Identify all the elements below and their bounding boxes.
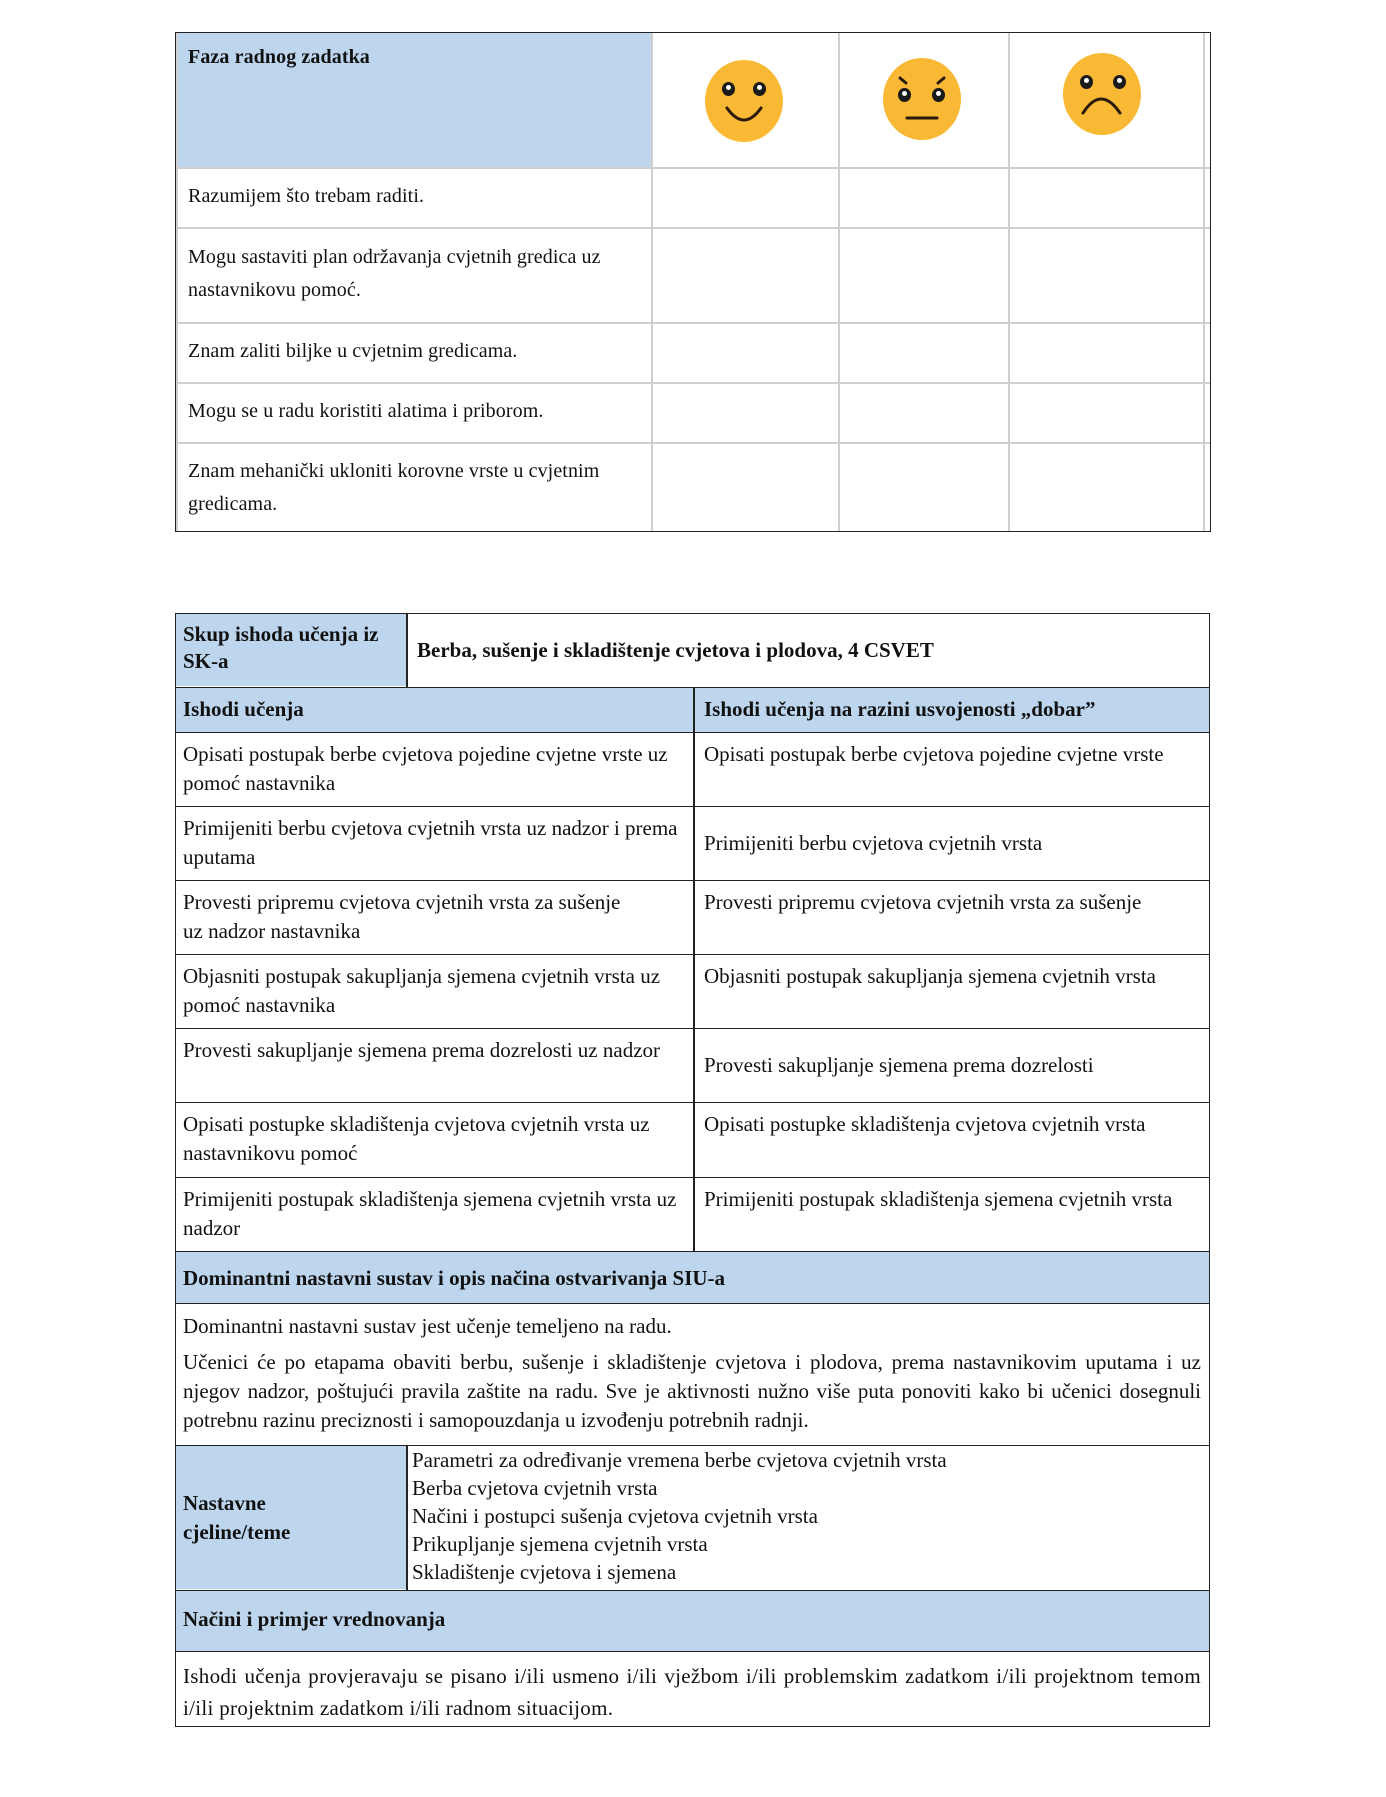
outcome-row <box>176 1029 1209 1103</box>
divider <box>693 955 695 1028</box>
divider <box>693 733 695 806</box>
neutral-face-icon <box>883 58 961 140</box>
dominant-text-row <box>176 1304 1209 1446</box>
topics-label: Nastavne cjeline/teme <box>183 1491 291 1544</box>
outcome-row <box>176 955 1209 1029</box>
grid-line <box>1203 33 1205 531</box>
phase-header-label: Faza radnog zadatka <box>188 46 370 68</box>
outcome-left: Primijeniti berbu cvjetova cvjetnih vrsta uz nadzor i prema uputama <box>183 816 678 869</box>
grid-line <box>176 167 1210 169</box>
evaluation-text: Ishodi učenja provjeravaju se pisano i/ili usmeno i/ili vježbom i/ili problemskim zadatkom i/ili projektnom temom i/ili projektnim zadatkom i/ili radnom situacijom. <box>183 1664 1201 1720</box>
siu-set-value: Berba, sušenje i skladištenje cvjetova i plodova, 4 CSVET <box>417 638 934 662</box>
assessment-row: Znam zaliti biljke u cvjetnim gredicama. <box>188 340 518 362</box>
answer-cell[interactable] <box>841 170 1008 226</box>
outcome-row <box>176 1178 1209 1252</box>
happy-face-icon <box>705 60 783 142</box>
assessment-row: Mogu sastaviti plan održavanja cvjetnih gredica uz nastavnikovu pomoć. <box>188 246 601 301</box>
grid-line <box>176 227 1210 229</box>
grid-line <box>176 322 1210 324</box>
grid-line <box>651 33 653 531</box>
dominant-header-row <box>176 1252 1209 1304</box>
dominant-p2: Učenici će po etapama obaviti berbu, sušenje i skladištenje cvjetova i plodova, prema nastavnikovim uputama i uz njegov nadzor, poštujući pravila zaštite na radu. Sve je aktivnosti nužno više puta ponoviti kako bi učenici dosegnuli potrebnu razinu preciznosti i samopouzdanja u izvođenju potrebnih radnji. <box>183 1350 1201 1432</box>
assessment-row: Mogu se u radu koristiti alatima i priborom. <box>188 400 544 422</box>
outcome-left: Primijeniti postupak skladištenja sjemena cvjetnih vrsta uz nadzor <box>183 1187 677 1240</box>
outcome-right: Opisati postupak berbe cvjetova pojedine cvjetne vrste <box>704 742 1164 766</box>
sad-mouth <box>1063 53 1141 135</box>
evaluation-header-row <box>176 1591 1209 1652</box>
outcome-right: Primijeniti postupak skladištenja sjemena cvjetnih vrsta <box>704 1187 1173 1211</box>
topic-item: Načini i postupci sušenja cvjetova cvjetnih vrsta <box>412 1504 818 1528</box>
divider <box>406 1446 408 1590</box>
outcome-right: Primijeniti berbu cvjetova cvjetnih vrsta <box>704 831 1043 855</box>
divider <box>693 1178 695 1251</box>
outcome-right: Opisati postupke skladištenja cvjetova cvjetnih vrsta <box>704 1112 1146 1136</box>
outcomes-left-header: Ishodi učenja <box>183 697 304 721</box>
outcome-row <box>176 1103 1209 1178</box>
topics-row <box>176 1446 1209 1591</box>
outcomes-header-row <box>176 688 1209 733</box>
outcome-right: Provesti sakupljanje sjemena prema dozrelosti <box>704 1053 1094 1077</box>
smile-mouth <box>705 60 783 142</box>
outcome-left: Provesti sakupljanje sjemena prema dozrelosti uz nadzor <box>183 1038 661 1062</box>
divider <box>693 1029 695 1102</box>
topic-item: Parametri za određivanje vremena berbe cvjetova cvjetnih vrsta <box>412 1448 947 1472</box>
siu-set-row <box>176 614 1209 688</box>
self-assessment-table <box>175 32 1211 532</box>
assessment-row: Razumijem što trebam raditi. <box>188 185 425 207</box>
assessment-row: Znam mehanički ukloniti korovne vrste u cvjetnim gredicama. <box>188 460 600 515</box>
divider <box>693 807 695 880</box>
divider <box>693 881 695 954</box>
outcome-left: Opisati postupak berbe cvjetova pojedine cvjetne vrste uz pomoć nastavnika <box>183 742 668 795</box>
divider <box>693 688 695 732</box>
outcome-row <box>176 881 1209 955</box>
topic-item: Berba cvjetova cvjetnih vrsta <box>412 1476 658 1500</box>
grid-line <box>176 382 1210 384</box>
grid-line <box>176 33 178 531</box>
grid-line <box>1008 33 1010 531</box>
answer-cell[interactable] <box>654 170 838 226</box>
neutral-mouth <box>883 58 961 140</box>
outcome-left: Opisati postupke skladištenja cvjetova cvjetnih vrsta uz nastavnikovu pomoć <box>183 1112 650 1165</box>
topic-item: Skladištenje cvjetova i sjemena <box>412 1560 677 1584</box>
evaluation-text-row <box>176 1652 1209 1726</box>
grid-line <box>838 33 840 531</box>
divider <box>693 1103 695 1177</box>
outcome-right: Objasniti postupak sakupljanja sjemena cvjetnih vrsta <box>704 964 1156 988</box>
sad-face-icon <box>1063 53 1141 135</box>
evaluation-header: Načini i primjer vrednovanja <box>183 1607 446 1631</box>
outcome-left: Objasniti postupak sakupljanja sjemena cvjetnih vrsta uz pomoć nastavnika <box>183 964 661 1017</box>
dominant-header: Dominantni nastavni sustav i opis načina ostvarivanja SIU-a <box>183 1266 726 1290</box>
outcome-row <box>176 733 1209 807</box>
dominant-p1: Dominantni nastavni sustav jest učenje temeljeno na radu. <box>183 1314 672 1338</box>
answer-cell[interactable] <box>1011 170 1203 226</box>
topic-item: Prikupljanje sjemena cvjetnih vrsta <box>412 1532 708 1556</box>
outcome-left: Provesti pripremu cvjetova cvjetnih vrsta za sušenje uz nadzor nastavnika <box>183 890 621 943</box>
siu-table <box>175 613 1210 1727</box>
outcome-row <box>176 807 1209 881</box>
outcome-right: Provesti pripremu cvjetova cvjetnih vrsta za sušenje <box>704 890 1142 914</box>
grid-line <box>176 442 1210 444</box>
divider <box>406 614 408 687</box>
outcomes-right-header: Ishodi učenja na razini usvojenosti „dobar” <box>704 697 1096 721</box>
siu-set-label: Skup ishoda učenja iz SK-a <box>183 622 379 673</box>
